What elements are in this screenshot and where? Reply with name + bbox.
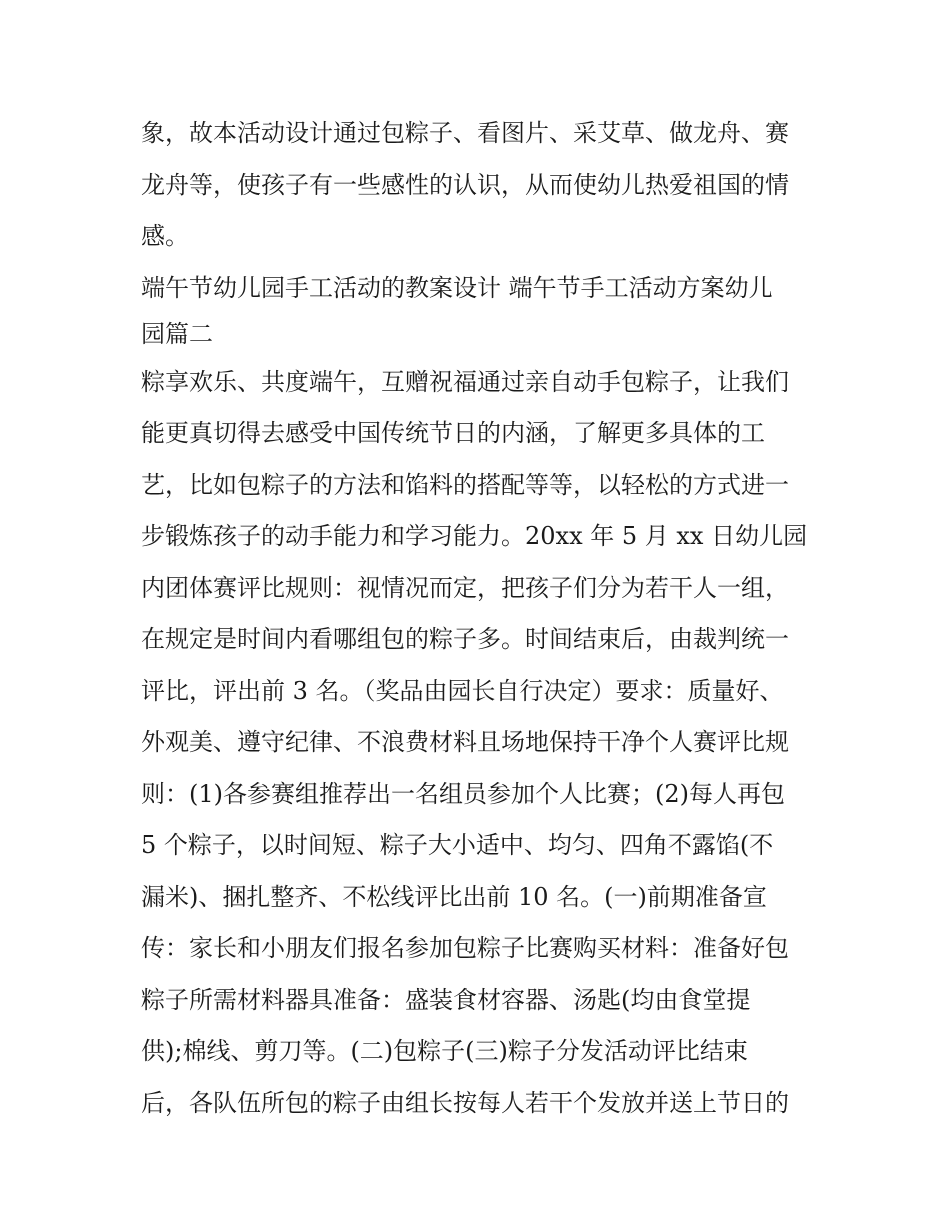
paragraph-line: 供);棉线、剪刀等。(二)包粽子(三)粽子分发活动评比结束 <box>141 1037 748 1065</box>
paragraph-line: 粽享欢乐、共度端午，互赠祝福通过亲自动手包粽子，让我们 <box>141 367 789 396</box>
paragraph-line: 内团体赛评比规则：视情况而定，把孩子们分为若干人一组， <box>141 573 789 602</box>
paragraph-line: 粽子所需材料器具准备：盛装食材容器、汤匙(均由食堂提 <box>141 985 751 1014</box>
paragraph-line: 评比，评出前 3 名。（奖品由园长自行决定）要求：质量好、 <box>141 676 784 705</box>
section-heading-line: 园篇二 <box>141 319 213 348</box>
paragraph-line: 龙舟等，使孩子有一些感性的认识，从而使幼儿热爱祖国的情 <box>141 170 789 199</box>
paragraph-line: 艺，比如包粽子的方法和馅料的搭配等等，以轻松的方式进一 <box>141 470 789 499</box>
section-heading-line: 端午节幼儿园手工活动的教案设计 端午节手工活动方案幼儿 <box>141 273 773 302</box>
paragraph-line: 外观美、遵守纪律、不浪费材料且场地保持干净个人赛评比规 <box>141 728 789 756</box>
paragraph-line: 5 个粽子，以时间短、粽子大小适中、均匀、四角不露馅(不 <box>141 831 774 859</box>
paragraph-line: 感。 <box>141 222 189 250</box>
paragraph-line: 象，故本活动设计通过包粽子、看图片、采艾草、做龙舟、赛 <box>141 119 789 147</box>
paragraph-line: 则：(1)各参赛组推荐出一名组员参加个人比赛；(2)每人再包 <box>141 779 785 808</box>
paragraph-line: 在规定是时间内看哪组包的粽子多。时间结束后，由裁判统一 <box>141 625 789 653</box>
paragraph-line: 步锻炼孩子的动手能力和学习能力。20xx 年 5 月 xx 日幼儿园 <box>141 522 808 550</box>
document-body <box>141 108 821 1129</box>
paragraph-line: 传：家长和小朋友们报名参加包粽子比赛购买材料：准备好包 <box>141 934 789 962</box>
paragraph-line: 漏米)、捆扎整齐、不松线评比出前 10 名。(一)前期准备宣 <box>141 882 767 911</box>
paragraph-line: 后，各队伍所包的粽子由组长按每人若干个发放并送上节日的 <box>141 1088 789 1117</box>
paragraph-line: 能更真切得去感受中国传统节日的内涵，了解更多具体的工 <box>141 419 765 447</box>
